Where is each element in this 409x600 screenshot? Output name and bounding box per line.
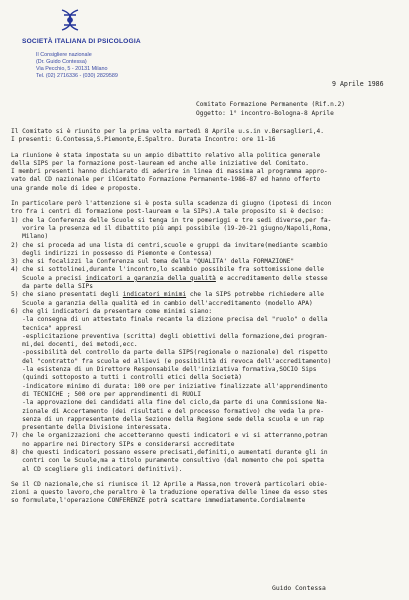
- list-item-line: 4) che si sottolinei,durante l'incontro,lo scambio possibile fra sottomissione delle: [11, 266, 324, 274]
- society-name: SOCIETÀ ITALIANA DI PSICOLOGIA: [22, 38, 141, 45]
- list-item-line: Milano): [11, 233, 49, 241]
- sips-logo-icon: [56, 6, 84, 34]
- paragraph-line: una grande mole di idee e proposte.: [11, 184, 142, 192]
- list-item-line: 8) che questi indicatori possano essere precisati,definiti,o aumentati durante gli in: [11, 448, 328, 456]
- council-block: [36, 52, 118, 80]
- text-span: Scuole a precisi: [11, 274, 86, 282]
- text-span: che la SIPS potrebbe richiedere alle: [186, 291, 324, 299]
- council-line: Tel. (02) 2716336 - (030) 2829589: [36, 73, 118, 79]
- list-item-line: degli indirizzi in possesso di Piemonte e Contessa): [11, 249, 213, 257]
- list-item-line: 3) che si focalizzi la Conferenza sul tema della "QUALITA' della FORMAZIONE": [11, 258, 295, 266]
- list-item-line: -possibilità del controllo da parte della SIPS(regionale o nazionale) del rispetto: [11, 349, 328, 357]
- text-span: 5) che siano presentati degli: [11, 291, 123, 299]
- list-item-line: -la approvazione dei candidati alla fine del ciclo,da parte di una Commissione Na-: [11, 399, 328, 407]
- list-item-line: -esplicitazione preventiva (scritta) degli obiettivi della formazione,dei program-: [11, 332, 328, 340]
- list-item-line: zionale di Accertamento (dei risultati e del processo formativo) che veda la pre-: [11, 407, 324, 415]
- intro-line: Il Comitato si è riunito per la prima volta martedì 8 Aprile u.s.in v.Bersaglieri,4.: [11, 128, 324, 135]
- list-item-line: 6) che gli indicatori da presentare come minimi siano:: [11, 307, 213, 315]
- list-item-line: 1) che la Conferenza delle Scuole si tenga in tre pomeriggi e tre sedi diverse,per fa-: [11, 216, 332, 224]
- paragraph-line: In particolare però l'attenzione si è posta sulla scadenza di giugno (ipotesi di incon: [11, 200, 332, 208]
- list-item-line: vorire la presenza ed il dibattito più ampi possibile (19-20-21 giugno/Napoli,Roma,: [11, 224, 332, 232]
- council-line: (Dr. Guido Contessa): [36, 59, 87, 65]
- list-item-line: di TECNICHE ; 500 ore per apprendimenti di RUOLI: [11, 390, 201, 398]
- list-item-line: -la consegna di un attestato finale recante la dizione precisa del "ruolo" o della: [11, 316, 328, 324]
- list-item-line: [11, 291, 403, 299]
- letter-date: 9 Aprile 1986: [332, 80, 384, 88]
- list-item-line: no apparire nei Directory SIPs e considerarsi accreditate: [11, 440, 235, 448]
- list-item-line: 2) che si proceda ad una lista di centri,scuole e gruppi da invitare(mediante scambio: [11, 241, 328, 249]
- list-item-line: da parte della SIPs: [11, 283, 93, 291]
- list-item-line: contri con le Scuole,ma a titolo puramente consultivo (dal momento che poi spetta: [11, 457, 324, 465]
- council-line: Il Consigliere nazionale: [36, 52, 92, 58]
- signature: Guido Contessa: [272, 584, 326, 592]
- subject-line: Comitato Formazione Permanente (Rif.n.2): [196, 101, 346, 108]
- list-item-line: [11, 275, 403, 283]
- list-item-line: -indicatore minimo di durata: 100 ore per iniziative finalizzate all'apprendimento: [11, 382, 328, 390]
- subject-line: Oggetto: 1° incontro-Bologna-8 Aprile: [196, 110, 334, 117]
- list-item-line: tecnica" appresi: [11, 324, 82, 332]
- list-item-line: del "contratto" fra scuola ed allievi (e possibilità di revoca dell'accreditamento): [11, 357, 332, 365]
- list-item-line: 7) che le organizzazioni che accetteranno questi indicatori e vi si atterranno,potran: [11, 432, 328, 440]
- list-item-line: presentante della Divisione interessata.: [11, 424, 172, 432]
- list-item-line: mi,dei docenti, dei metodi,ecc.: [11, 341, 138, 349]
- list-item-line: (quindi sottoposto a tutti i controlli etici della Società): [11, 374, 242, 382]
- list-item-line: senza di un rappresentante della Sezione della Regione sede della scuola e un rap: [11, 415, 324, 423]
- paragraph-line: vato dal CD nazionale per ilComitato Formazione Permanente-1986-87 ed hanno offerto: [11, 176, 321, 184]
- intro-line: I presenti: G.Contessa,S.Piemonte,E.Spaltro. Durata Incontro: ore 11-16: [11, 136, 276, 144]
- paragraph-line: della SIPS per la formazione post-lauream ed anche alle iniziative del Comitato.: [11, 159, 310, 167]
- letter-body: [11, 128, 403, 506]
- closing-line: Se il CD nazionale,che si riunisce il 12 Aprile a Massa,non troverà particolari obie-: [11, 480, 328, 488]
- paragraph-line: I membri presenti hanno dichiarato di aderire in linea di massima al programma appro-: [11, 168, 328, 176]
- closing-line: so formulate,l'operazione CONFERENZE potrà scattare immediatamente.Cordialmente: [11, 497, 306, 505]
- underlined-text: indicatori minimi: [122, 291, 187, 299]
- paragraph-line: La riunione è stata impostata su un ampio dibattito relativo alla politica generale: [11, 151, 321, 159]
- paragraph-line: tro fra i centri di formazione post-lauream e la SIPs).A tale proposito si è deciso:: [11, 208, 324, 216]
- list-item-line: Scuole a garanzia della qualità ed in cambio dell'accreditamento (modello APA): [11, 299, 313, 307]
- council-line: Via Pecchio, 5 - 20131 Milano: [36, 66, 108, 72]
- list-item-line: al CD scegliere gli indicatori definitivi).: [11, 465, 183, 473]
- subject-block: [196, 100, 345, 118]
- text-span: e accreditamento delle stesse: [215, 274, 328, 282]
- list-item-line: -la esistenza di un Direttore Responsabile dell'iniziativa formativa,SOCIO Sips: [11, 366, 317, 374]
- closing-line: zioni a questo lavoro,che peraltro è la traduzione operativa delle linee da esso stes: [11, 489, 328, 497]
- underlined-text: indicatori a garanzia della qualità: [85, 274, 216, 282]
